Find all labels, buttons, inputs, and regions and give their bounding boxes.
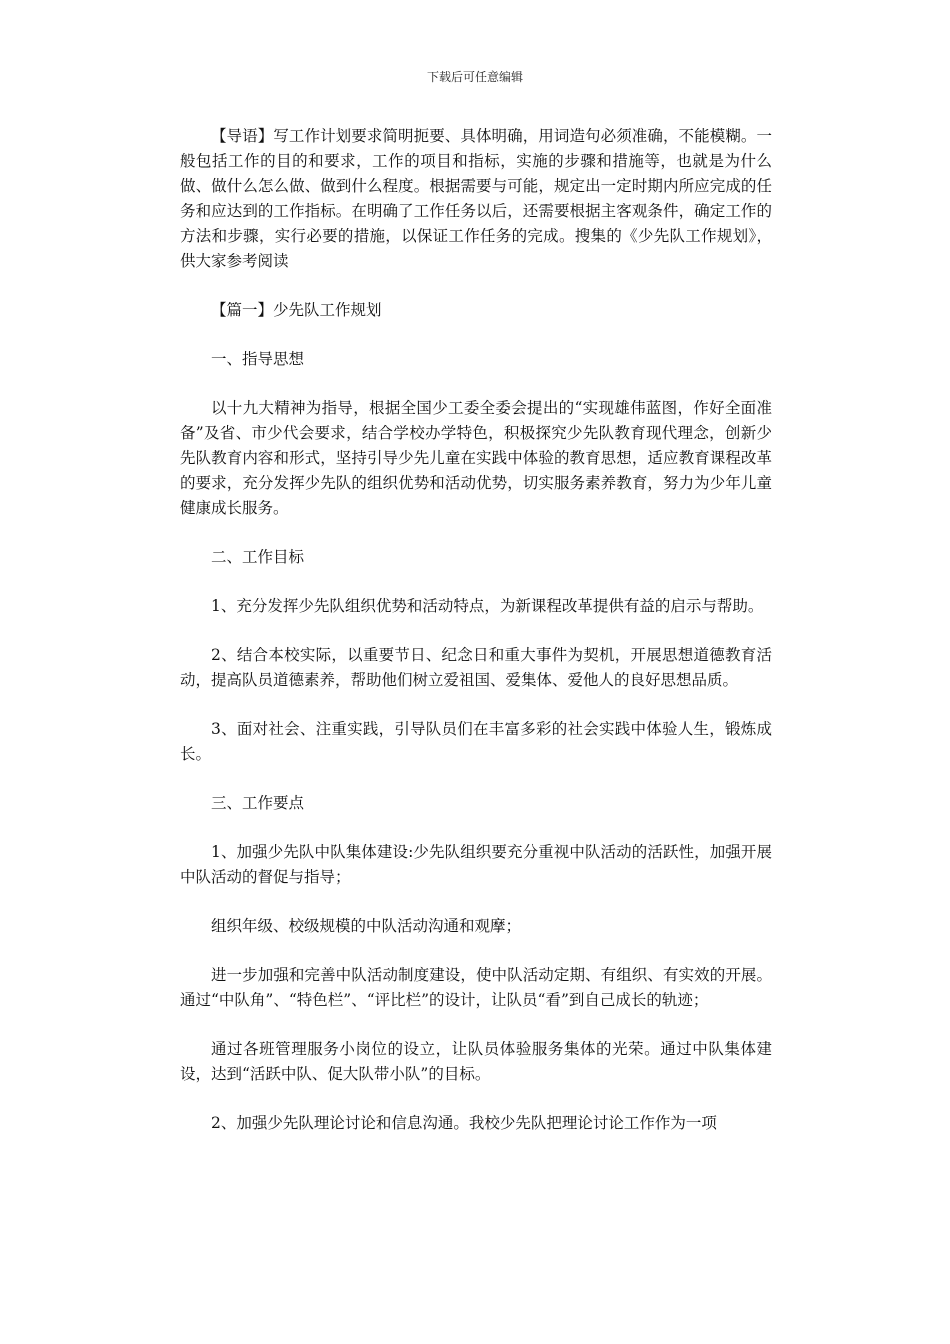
document-body [180, 124, 772, 1160]
point-item-2: 2、加强少先队理论讨论和信息沟通。我校少先队把理论讨论工作作为一项 [211, 1114, 717, 1132]
heading-work-goals: 二、工作目标 [211, 548, 305, 566]
section-title: 【篇一】少先队工作规划 [211, 301, 382, 319]
point-item-1-detail-b: 进一步加强和完善中队活动制度建设，使中队活动定期、有组织、有实效的开展。通过“中队角”、“特色栏”、“评比栏”的设计，让队员“看”到自己成长的轨迹； [180, 966, 772, 1009]
point-item-1: 1、加强少先队中队集体建设:少先队组织要充分重视中队活动的活跃性，加强开展中队活动的督促与指导； [180, 843, 772, 886]
page-header: 下载后可任意编辑 [426, 70, 523, 84]
goal-item-1: 1、充分发挥少先队组织优势和活动特点，为新课程改革提供有益的启示与帮助。 [211, 597, 764, 615]
goal-item-3: 3、面对社会、注重实践，引导队员们在丰富多彩的社会实践中体验人生，锻炼成长。 [180, 720, 772, 763]
heading-guiding-ideology: 一、指导思想 [211, 350, 305, 368]
point-item-1-detail-a: 组织年级、校级规模的中队活动沟通和观摩； [211, 917, 522, 935]
paragraph-guiding-ideology: 以十九大精神为指导，根据全国少工委全委会提出的“实现雄伟蓝图，作好全面准备”及省、市少代会要求，结合学校办学特色，积极探究少先队教育现代理念，创新少先队教育内容和形式，坚持引导少先儿童在实践中体验的教育思想，适应教育课程改革的要求，充分发挥少先队的组织优势和活动优势，切实服务素养教育，努力为少年儿童健康成长服务。 [180, 399, 772, 517]
goal-item-2: 2、结合本校实际，以重要节日、纪念日和重大事件为契机，开展思想道德教育活动，提高队员道德素养，帮助他们树立爱祖国、爱集体、爱他人的良好思想品质。 [180, 646, 772, 689]
point-item-1-detail-c: 通过各班管理服务小岗位的设立，让队员体验服务集体的光荣。通过中队集体建设，达到“活跃中队、促大队带小队”的目标。 [180, 1040, 772, 1083]
heading-work-points: 三、工作要点 [211, 794, 305, 812]
intro-paragraph: 【导语】写工作计划要求简明扼要、具体明确，用词造句必须准确，不能模糊。一般包括工作的目的和要求，工作的项目和指标，实施的步骤和措施等，也就是为什么做、做什么怎么做、做到什么程度。根据需要与可能，规定出一定时期内所应完成的任务和应达到的工作指标。在明确了工作任务以后，还需要根据主客观条件，确定工作的方法和步骤，实行必要的措施，以保证工作任务的完成。搜集的《少先队工作规划》，供大家参考阅读 [180, 127, 772, 270]
